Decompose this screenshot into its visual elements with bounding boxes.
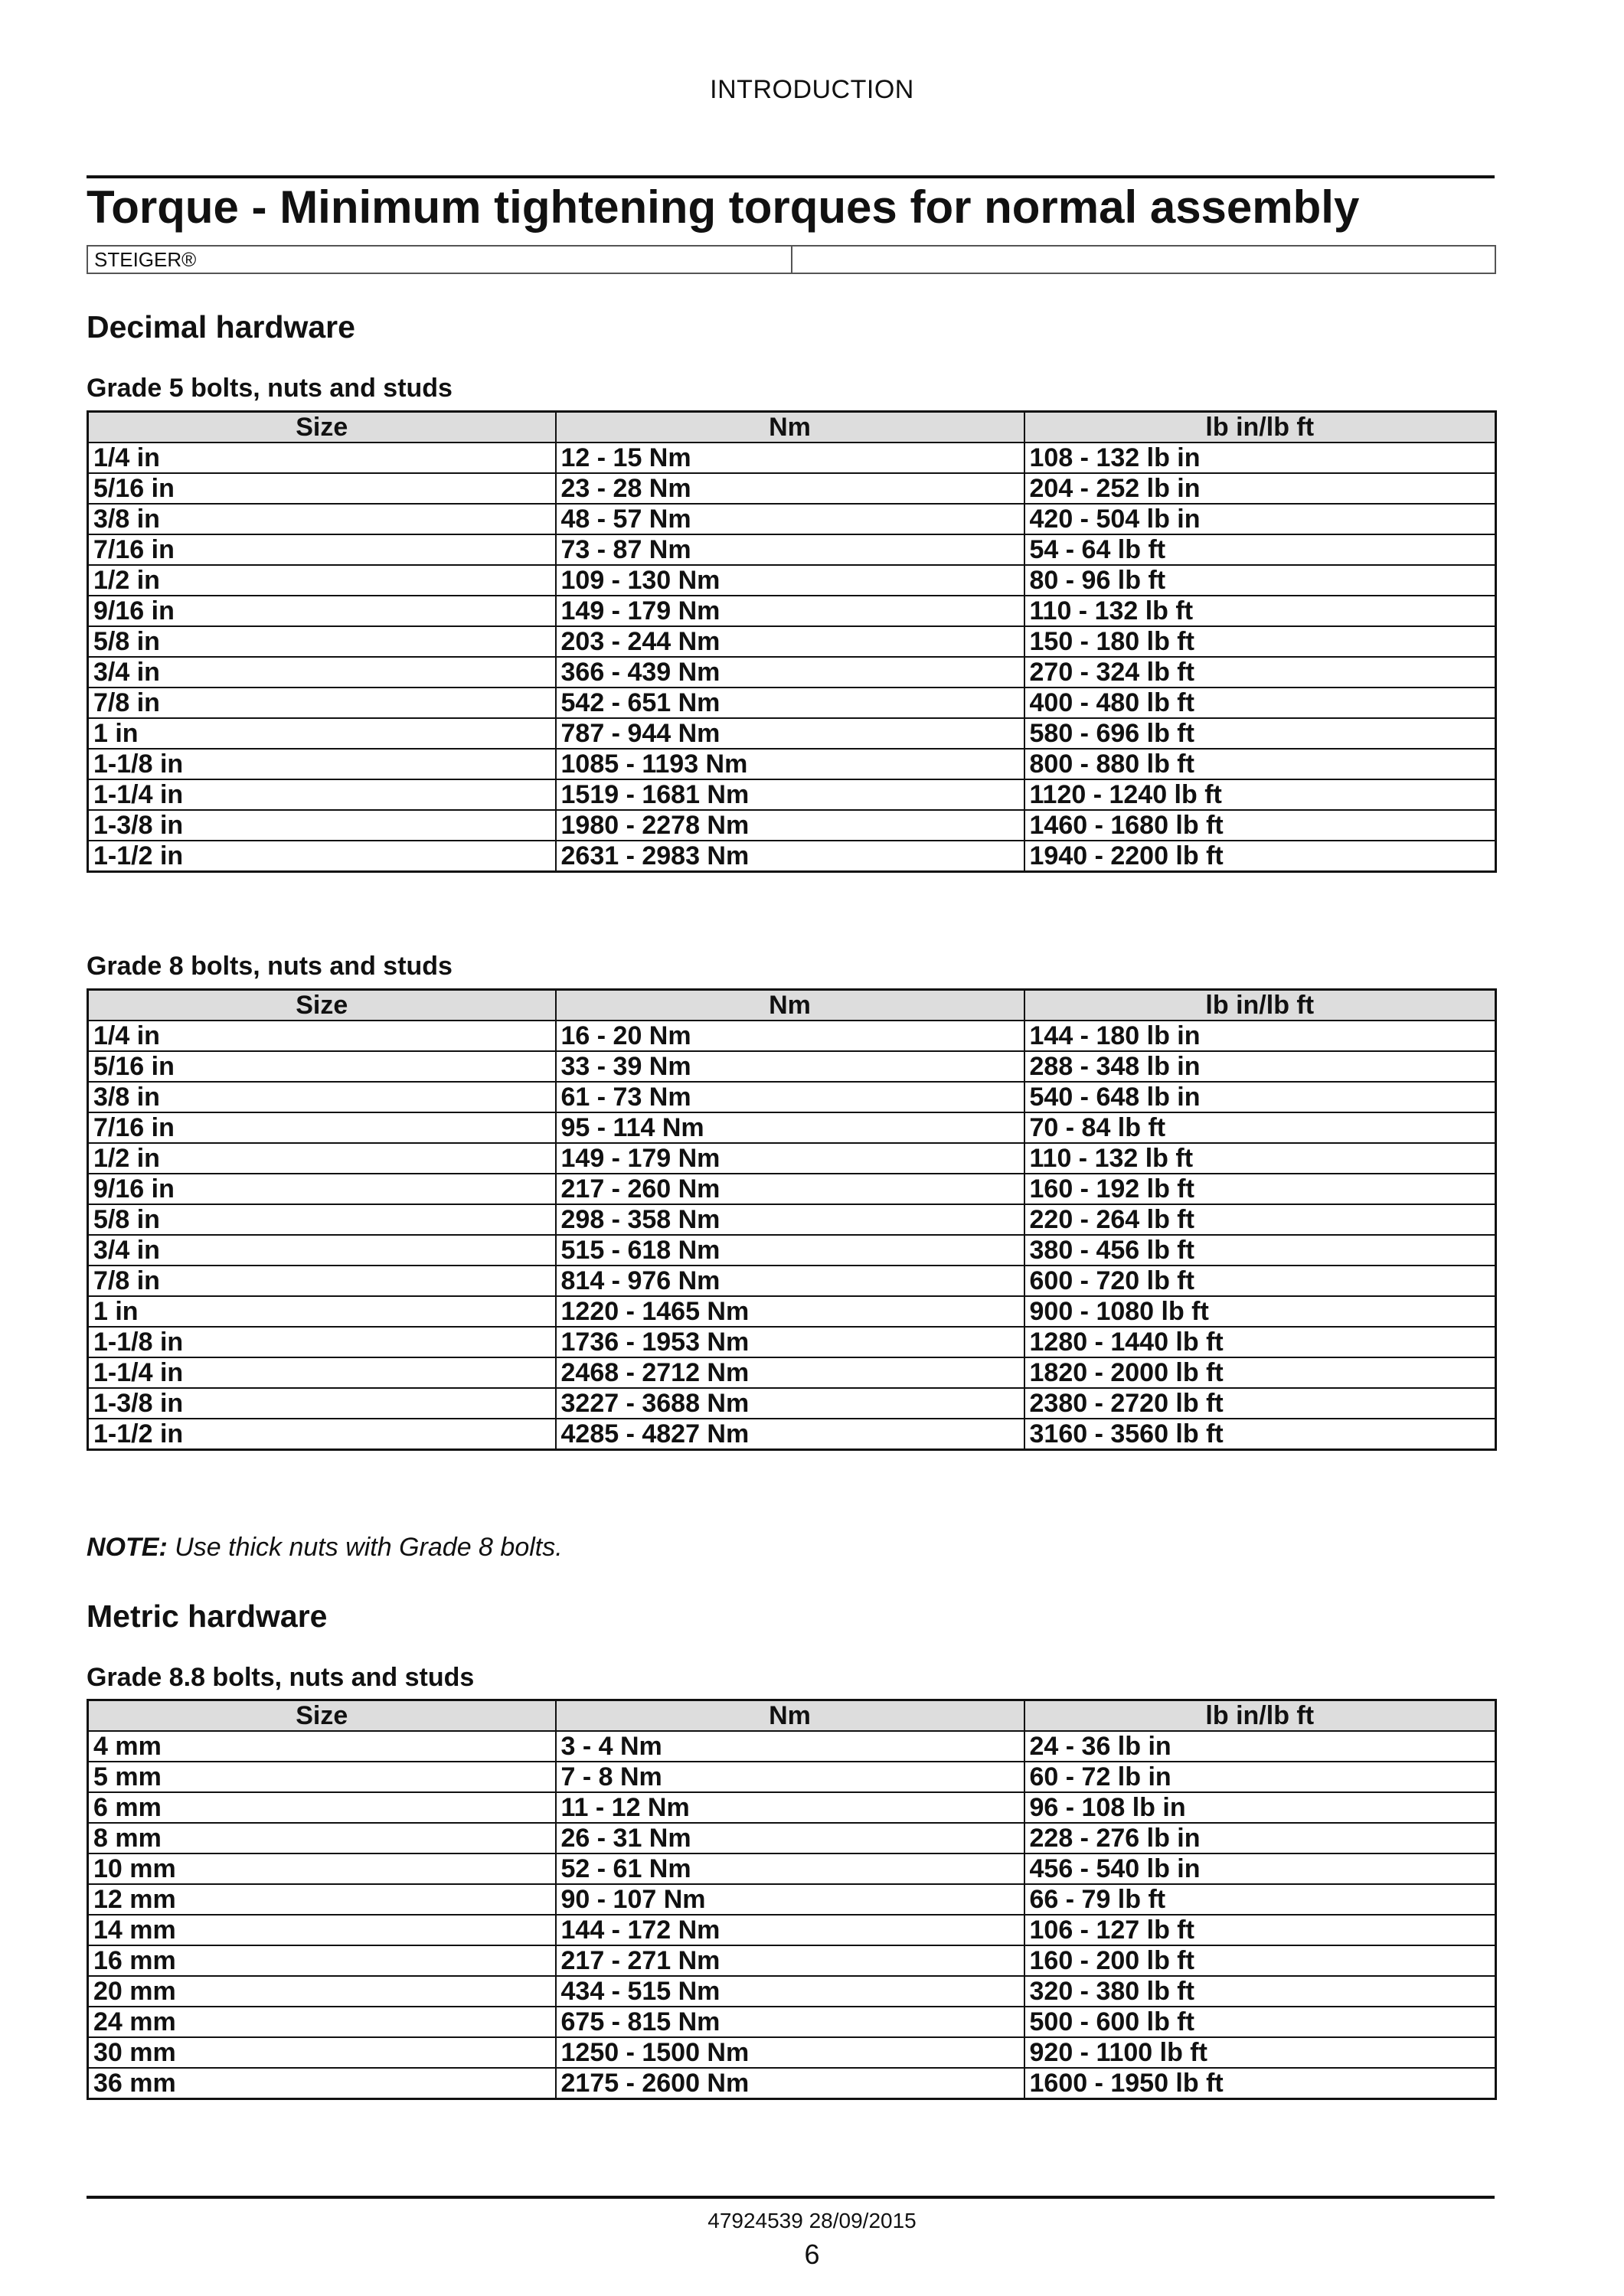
nm-cell: 1519 - 1681 Nm: [556, 779, 1024, 810]
lb-cell: 380 - 456 lb ft: [1024, 1235, 1496, 1266]
column-header: lb in/lb ft: [1024, 412, 1496, 443]
size-cell: 3/4 in: [88, 657, 556, 687]
column-header: Size: [88, 412, 556, 443]
table-header-row: [88, 990, 1496, 1021]
grade5-caption: Grade 5 bolts, nuts and studs: [87, 374, 453, 403]
nm-cell: 149 - 179 Nm: [556, 1143, 1024, 1174]
column-header: lb in/lb ft: [1024, 990, 1496, 1021]
nm-cell: 12 - 15 Nm: [556, 443, 1024, 473]
decimal-hardware-heading: Decimal hardware: [87, 309, 355, 345]
size-cell: 1 in: [88, 1296, 556, 1327]
grade8-table: [87, 988, 1497, 1451]
table-row: [88, 1419, 1496, 1450]
lb-cell: 800 - 880 lb ft: [1024, 749, 1496, 779]
size-cell: 24 mm: [88, 2007, 556, 2037]
size-cell: 1-1/4 in: [88, 1357, 556, 1388]
size-cell: 1/2 in: [88, 1143, 556, 1174]
column-header: Nm: [556, 1700, 1024, 1732]
table-row: [88, 1327, 1496, 1357]
size-cell: 1-1/8 in: [88, 1327, 556, 1357]
lb-cell: 3160 - 3560 lb ft: [1024, 1419, 1496, 1450]
page-title: Torque - Minimum tightening torques for normal assembly: [87, 181, 1360, 233]
nm-cell: 26 - 31 Nm: [556, 1823, 1024, 1853]
nm-cell: 3227 - 3688 Nm: [556, 1388, 1024, 1419]
size-cell: 16 mm: [88, 1945, 556, 1976]
lb-cell: 228 - 276 lb in: [1024, 1823, 1496, 1853]
size-cell: 14 mm: [88, 1915, 556, 1945]
nm-cell: 2631 - 2983 Nm: [556, 841, 1024, 872]
note: [87, 1533, 563, 1563]
nm-cell: 90 - 107 Nm: [556, 1884, 1024, 1915]
lb-cell: 320 - 380 lb ft: [1024, 1976, 1496, 2007]
size-cell: 3/8 in: [88, 504, 556, 534]
table-row: [88, 1915, 1496, 1945]
nm-cell: 542 - 651 Nm: [556, 687, 1024, 718]
table-row: [88, 1021, 1496, 1051]
nm-cell: 217 - 260 Nm: [556, 1174, 1024, 1204]
table-row: [88, 687, 1496, 718]
grade88-table: [87, 1699, 1497, 2100]
nm-cell: 52 - 61 Nm: [556, 1853, 1024, 1884]
size-cell: 7/8 in: [88, 1266, 556, 1296]
size-cell: 3/4 in: [88, 1235, 556, 1266]
lb-cell: 1460 - 1680 lb ft: [1024, 810, 1496, 841]
nm-cell: 675 - 815 Nm: [556, 2007, 1024, 2037]
table-row: [88, 1266, 1496, 1296]
table-header-row: [88, 412, 1496, 443]
table-row: [88, 1762, 1496, 1792]
size-cell: 30 mm: [88, 2037, 556, 2068]
section-header: INTRODUCTION: [710, 75, 914, 104]
nm-cell: 11 - 12 Nm: [556, 1792, 1024, 1823]
size-cell: 1/4 in: [88, 443, 556, 473]
size-cell: 1-3/8 in: [88, 810, 556, 841]
model-applicability-box: [87, 245, 1496, 274]
document-reference: 47924539 28/09/2015: [707, 2209, 917, 2232]
size-cell: 1 in: [88, 718, 556, 749]
nm-cell: 3 - 4 Nm: [556, 1731, 1024, 1762]
nm-cell: 1736 - 1953 Nm: [556, 1327, 1024, 1357]
table-row: [88, 1296, 1496, 1327]
lb-cell: 920 - 1100 lb ft: [1024, 2037, 1496, 2068]
grade8-caption: Grade 8 bolts, nuts and studs: [87, 952, 453, 981]
table-row: [88, 1388, 1496, 1419]
nm-cell: 4285 - 4827 Nm: [556, 1419, 1024, 1450]
lb-cell: 1120 - 1240 lb ft: [1024, 779, 1496, 810]
lb-cell: 2380 - 2720 lb ft: [1024, 1388, 1496, 1419]
nm-cell: 48 - 57 Nm: [556, 504, 1024, 534]
size-cell: 5/8 in: [88, 1204, 556, 1235]
size-cell: 12 mm: [88, 1884, 556, 1915]
table-row: [88, 596, 1496, 626]
table-row: [88, 565, 1496, 596]
nm-cell: 1085 - 1193 Nm: [556, 749, 1024, 779]
lb-cell: 270 - 324 lb ft: [1024, 657, 1496, 687]
table-row: [88, 1051, 1496, 1082]
lb-cell: 80 - 96 lb ft: [1024, 565, 1496, 596]
table-row: [88, 1792, 1496, 1823]
table-row: [88, 1143, 1496, 1174]
table-row: [88, 1853, 1496, 1884]
nm-cell: 33 - 39 Nm: [556, 1051, 1024, 1082]
size-cell: 5/16 in: [88, 473, 556, 504]
table-row: [88, 810, 1496, 841]
nm-cell: 16 - 20 Nm: [556, 1021, 1024, 1051]
table-row: [88, 718, 1496, 749]
lb-cell: 600 - 720 lb ft: [1024, 1266, 1496, 1296]
lb-cell: 110 - 132 lb ft: [1024, 596, 1496, 626]
nm-cell: 23 - 28 Nm: [556, 473, 1024, 504]
nm-cell: 2468 - 2712 Nm: [556, 1357, 1024, 1388]
model-name: STEIGER®: [88, 247, 792, 273]
lb-cell: 110 - 132 lb ft: [1024, 1143, 1496, 1174]
size-cell: 4 mm: [88, 1731, 556, 1762]
nm-cell: 1250 - 1500 Nm: [556, 2037, 1024, 2068]
nm-cell: 434 - 515 Nm: [556, 1976, 1024, 2007]
table-row: [88, 473, 1496, 504]
lb-cell: 1820 - 2000 lb ft: [1024, 1357, 1496, 1388]
nm-cell: 7 - 8 Nm: [556, 1762, 1024, 1792]
grade88-caption: Grade 8.8 bolts, nuts and studs: [87, 1663, 475, 1692]
lb-cell: 420 - 504 lb in: [1024, 504, 1496, 534]
lb-cell: 70 - 84 lb ft: [1024, 1112, 1496, 1143]
column-header: Size: [88, 990, 556, 1021]
nm-cell: 203 - 244 Nm: [556, 626, 1024, 657]
table-row: [88, 657, 1496, 687]
table-row: [88, 779, 1496, 810]
footer-rule: [87, 2196, 1495, 2199]
table-row: [88, 2007, 1496, 2037]
nm-cell: 1220 - 1465 Nm: [556, 1296, 1024, 1327]
table-row: [88, 2068, 1496, 2099]
lb-cell: 288 - 348 lb in: [1024, 1051, 1496, 1082]
nm-cell: 515 - 618 Nm: [556, 1235, 1024, 1266]
lb-cell: 106 - 127 lb ft: [1024, 1915, 1496, 1945]
lb-cell: 160 - 200 lb ft: [1024, 1945, 1496, 1976]
size-cell: 5/8 in: [88, 626, 556, 657]
table-row: [88, 626, 1496, 657]
header-rule: [87, 175, 1495, 178]
nm-cell: 2175 - 2600 Nm: [556, 2068, 1024, 2099]
lb-cell: 150 - 180 lb ft: [1024, 626, 1496, 657]
column-header: lb in/lb ft: [1024, 1700, 1496, 1732]
size-cell: 5 mm: [88, 1762, 556, 1792]
lb-cell: 54 - 64 lb ft: [1024, 534, 1496, 565]
lb-cell: 580 - 696 lb ft: [1024, 718, 1496, 749]
lb-cell: 66 - 79 lb ft: [1024, 1884, 1496, 1915]
table-row: [88, 1357, 1496, 1388]
size-cell: 1-3/8 in: [88, 1388, 556, 1419]
grade5-table: [87, 410, 1497, 873]
size-cell: 5/16 in: [88, 1051, 556, 1082]
table-row: [88, 1945, 1496, 1976]
nm-cell: 298 - 358 Nm: [556, 1204, 1024, 1235]
size-cell: 6 mm: [88, 1792, 556, 1823]
table-row: [88, 1204, 1496, 1235]
lb-cell: 400 - 480 lb ft: [1024, 687, 1496, 718]
nm-cell: 73 - 87 Nm: [556, 534, 1024, 565]
page-number: 6: [804, 2239, 820, 2270]
table-row: [88, 443, 1496, 473]
table-row: [88, 1884, 1496, 1915]
nm-cell: 95 - 114 Nm: [556, 1112, 1024, 1143]
lb-cell: 540 - 648 lb in: [1024, 1082, 1496, 1112]
note-label: NOTE:: [87, 1533, 168, 1562]
size-cell: 3/8 in: [88, 1082, 556, 1112]
size-cell: 7/16 in: [88, 1112, 556, 1143]
size-cell: 36 mm: [88, 2068, 556, 2099]
nm-cell: 144 - 172 Nm: [556, 1915, 1024, 1945]
lb-cell: 24 - 36 lb in: [1024, 1731, 1496, 1762]
lb-cell: 220 - 264 lb ft: [1024, 1204, 1496, 1235]
size-cell: 1-1/4 in: [88, 779, 556, 810]
size-cell: 1/2 in: [88, 565, 556, 596]
nm-cell: 61 - 73 Nm: [556, 1082, 1024, 1112]
lb-cell: 1940 - 2200 lb ft: [1024, 841, 1496, 872]
size-cell: 8 mm: [88, 1823, 556, 1853]
lb-cell: 204 - 252 lb in: [1024, 473, 1496, 504]
lb-cell: 144 - 180 lb in: [1024, 1021, 1496, 1051]
nm-cell: 814 - 976 Nm: [556, 1266, 1024, 1296]
size-cell: 1-1/2 in: [88, 841, 556, 872]
lb-cell: 900 - 1080 lb ft: [1024, 1296, 1496, 1327]
table-row: [88, 2037, 1496, 2068]
size-cell: 9/16 in: [88, 1174, 556, 1204]
size-cell: 1-1/2 in: [88, 1419, 556, 1450]
nm-cell: 366 - 439 Nm: [556, 657, 1024, 687]
nm-cell: 787 - 944 Nm: [556, 718, 1024, 749]
lb-cell: 456 - 540 lb in: [1024, 1853, 1496, 1884]
table-row: [88, 1082, 1496, 1112]
table-row: [88, 1731, 1496, 1762]
nm-cell: 149 - 179 Nm: [556, 596, 1024, 626]
table-header-row: [88, 1700, 1496, 1732]
note-text: Use thick nuts with Grade 8 bolts.: [167, 1533, 563, 1562]
column-header: Nm: [556, 412, 1024, 443]
model-empty-cell: [792, 247, 1495, 273]
table-row: [88, 1174, 1496, 1204]
size-cell: 1/4 in: [88, 1021, 556, 1051]
nm-cell: 109 - 130 Nm: [556, 565, 1024, 596]
size-cell: 7/16 in: [88, 534, 556, 565]
column-header: Nm: [556, 990, 1024, 1021]
lb-cell: 1280 - 1440 lb ft: [1024, 1327, 1496, 1357]
column-header: Size: [88, 1700, 556, 1732]
lb-cell: 500 - 600 lb ft: [1024, 2007, 1496, 2037]
lb-cell: 96 - 108 lb in: [1024, 1792, 1496, 1823]
size-cell: 1-1/8 in: [88, 749, 556, 779]
table-row: [88, 841, 1496, 872]
metric-hardware-heading: Metric hardware: [87, 1599, 328, 1634]
table-row: [88, 504, 1496, 534]
table-row: [88, 1235, 1496, 1266]
size-cell: 10 mm: [88, 1853, 556, 1884]
nm-cell: 1980 - 2278 Nm: [556, 810, 1024, 841]
size-cell: 9/16 in: [88, 596, 556, 626]
lb-cell: 60 - 72 lb in: [1024, 1762, 1496, 1792]
table-row: [88, 1976, 1496, 2007]
table-row: [88, 749, 1496, 779]
table-row: [88, 1112, 1496, 1143]
table-row: [88, 534, 1496, 565]
size-cell: 7/8 in: [88, 687, 556, 718]
lb-cell: 1600 - 1950 lb ft: [1024, 2068, 1496, 2099]
lb-cell: 160 - 192 lb ft: [1024, 1174, 1496, 1204]
lb-cell: 108 - 132 lb in: [1024, 443, 1496, 473]
nm-cell: 217 - 271 Nm: [556, 1945, 1024, 1976]
table-row: [88, 1823, 1496, 1853]
size-cell: 20 mm: [88, 1976, 556, 2007]
